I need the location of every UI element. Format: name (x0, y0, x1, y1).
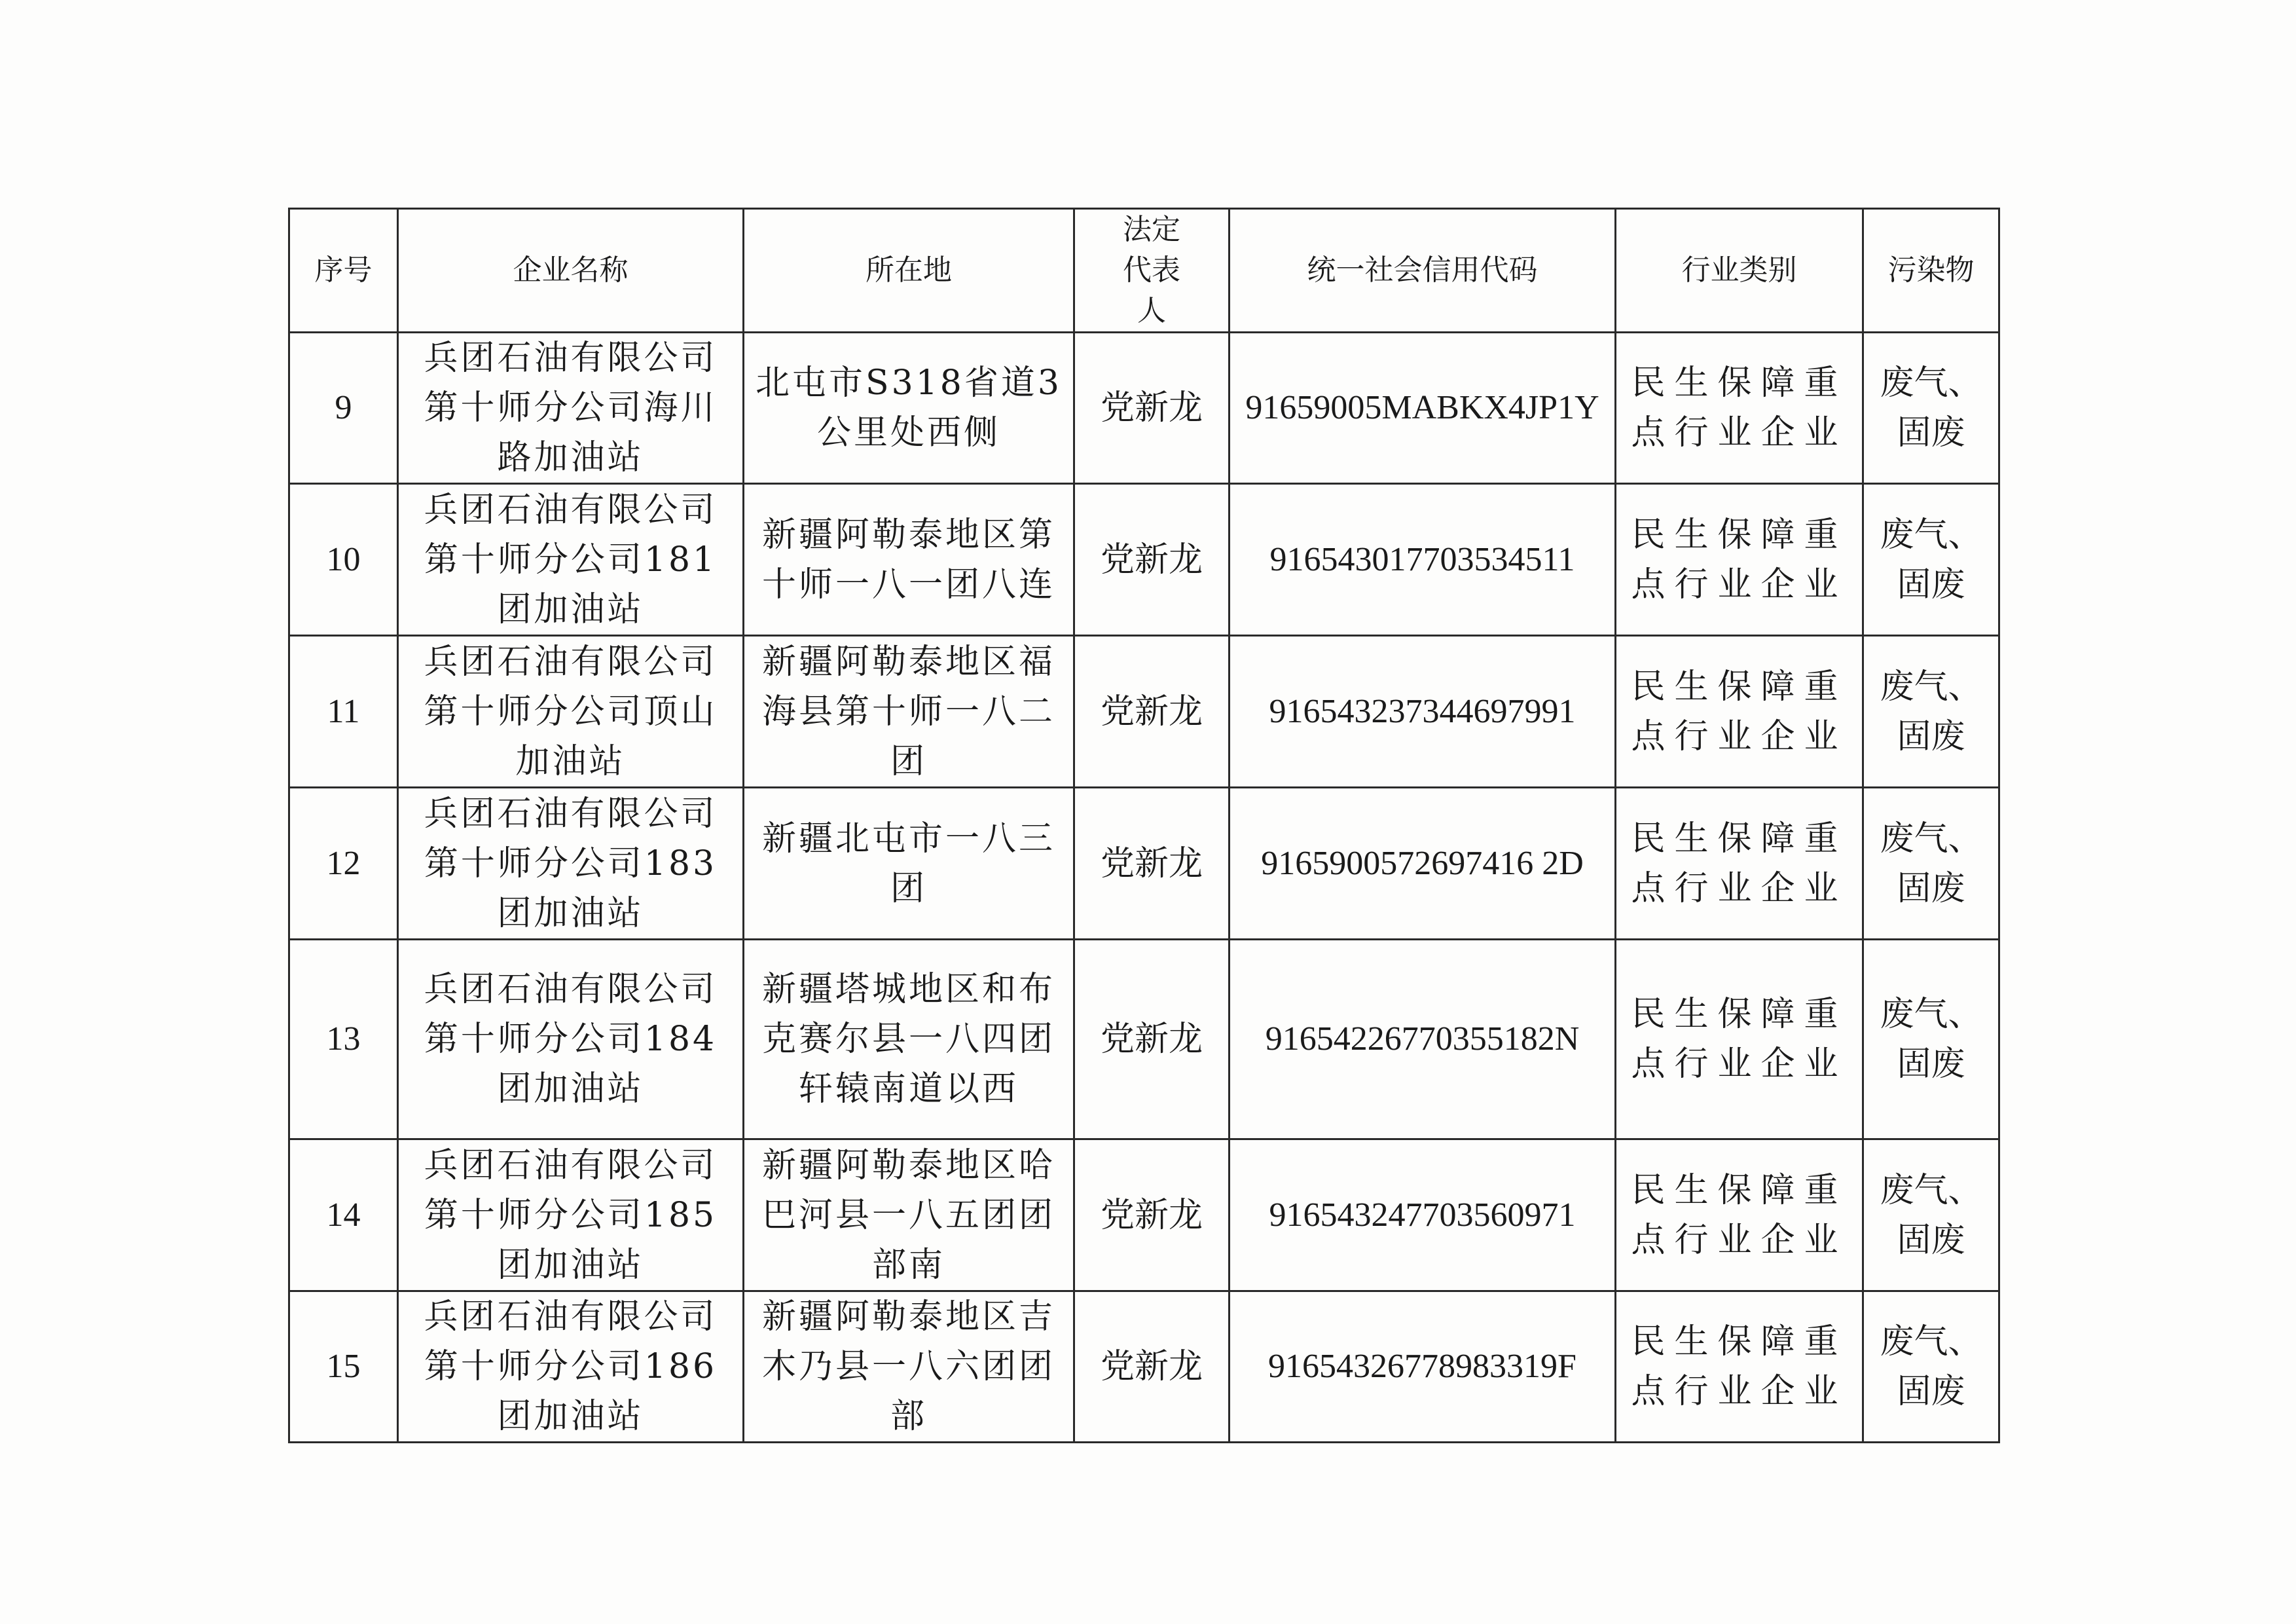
cell-name: 兵团石油有限公司第十师分公司顶山加油站 (398, 636, 744, 788)
cell-seq: 12 (289, 788, 398, 940)
cell-pollutant: 废气、固废 (1863, 788, 1999, 940)
cell-rep: 党新龙 (1074, 1139, 1230, 1291)
cell-category: 民生保障重点行业企业 (1616, 333, 1863, 484)
cell-name: 兵团石油有限公司第十师分公司185团加油站 (398, 1139, 744, 1291)
cell-location: 新疆塔城地区和布克赛尔县一八四团轩辕南道以西 (744, 940, 1074, 1139)
cell-code: 916543247703560971 (1230, 1139, 1616, 1291)
cell-category: 民生保障重点行业企业 (1616, 1291, 1863, 1443)
header-seq: 序号 (289, 209, 398, 333)
cell-location: 新疆阿勒泰地区第十师一八一团八连 (744, 484, 1074, 636)
cell-name: 兵团石油有限公司第十师分公司183团加油站 (398, 788, 744, 940)
cell-name: 兵团石油有限公司第十师分公司181团加油站 (398, 484, 744, 636)
cell-seq: 10 (289, 484, 398, 636)
cell-category: 民生保障重点行业企业 (1616, 484, 1863, 636)
cell-pollutant: 废气、固废 (1863, 333, 1999, 484)
table-row (289, 636, 1999, 788)
cell-seq: 14 (289, 1139, 398, 1291)
header-rep (1074, 209, 1230, 333)
cell-rep: 党新龙 (1074, 1291, 1230, 1443)
cell-seq: 15 (289, 1291, 398, 1443)
cell-code: 916543017703534511 (1230, 484, 1616, 636)
cell-rep: 党新龙 (1074, 788, 1230, 940)
table-row (289, 788, 1999, 940)
table-row (289, 333, 1999, 484)
table-header (289, 209, 1999, 333)
cell-rep: 党新龙 (1074, 333, 1230, 484)
cell-location: 新疆阿勒泰地区哈巴河县一八五团团部南 (744, 1139, 1074, 1291)
cell-seq: 13 (289, 940, 398, 1139)
cell-category: 民生保障重点行业企业 (1616, 636, 1863, 788)
header-row (289, 209, 1999, 333)
cell-pollutant: 废气、固废 (1863, 940, 1999, 1139)
cell-rep: 党新龙 (1074, 636, 1230, 788)
cell-location: 新疆北屯市一八三团 (744, 788, 1074, 940)
cell-pollutant: 废气、固废 (1863, 636, 1999, 788)
cell-category: 民生保障重点行业企业 (1616, 788, 1863, 940)
table-row (289, 940, 1999, 1139)
table-row (289, 1291, 1999, 1443)
enterprise-table (288, 208, 2000, 1443)
cell-code: 91654326778983319F (1230, 1291, 1616, 1443)
table-body (289, 333, 1999, 1443)
table-row (289, 484, 1999, 636)
header-code: 统一社会信用代码 (1230, 209, 1616, 333)
header-rep-label: 法定代表人 (1123, 213, 1180, 327)
cell-code: 91659005MABKX4JP1Y (1230, 333, 1616, 484)
header-location: 所在地 (744, 209, 1074, 333)
header-category: 行业类别 (1616, 209, 1863, 333)
cell-code: 9165900572697416 2D (1230, 788, 1616, 940)
header-name: 企业名称 (398, 209, 744, 333)
cell-category: 民生保障重点行业企业 (1616, 940, 1863, 1139)
cell-seq: 9 (289, 333, 398, 484)
cell-pollutant: 废气、固废 (1863, 484, 1999, 636)
cell-name: 兵团石油有限公司第十师分公司184团加油站 (398, 940, 744, 1139)
cell-rep: 党新龙 (1074, 484, 1230, 636)
cell-pollutant: 废气、固废 (1863, 1291, 1999, 1443)
table-row (289, 1139, 1999, 1291)
cell-location: 新疆阿勒泰地区吉木乃县一八六团团部 (744, 1291, 1074, 1443)
cell-name: 兵团石油有限公司第十师分公司海川路加油站 (398, 333, 744, 484)
header-pollutant: 污染物 (1863, 209, 1999, 333)
cell-pollutant: 废气、固废 (1863, 1139, 1999, 1291)
cell-code: 916543237344697991 (1230, 636, 1616, 788)
cell-name: 兵团石油有限公司第十师分公司186团加油站 (398, 1291, 744, 1443)
cell-location: 新疆阿勒泰地区福海县第十师一八二团 (744, 636, 1074, 788)
cell-rep: 党新龙 (1074, 940, 1230, 1139)
cell-category: 民生保障重点行业企业 (1616, 1139, 1863, 1291)
cell-code: 91654226770355182N (1230, 940, 1616, 1139)
cell-location: 北屯市S318省道3公里处西侧 (744, 333, 1074, 484)
cell-seq: 11 (289, 636, 398, 788)
